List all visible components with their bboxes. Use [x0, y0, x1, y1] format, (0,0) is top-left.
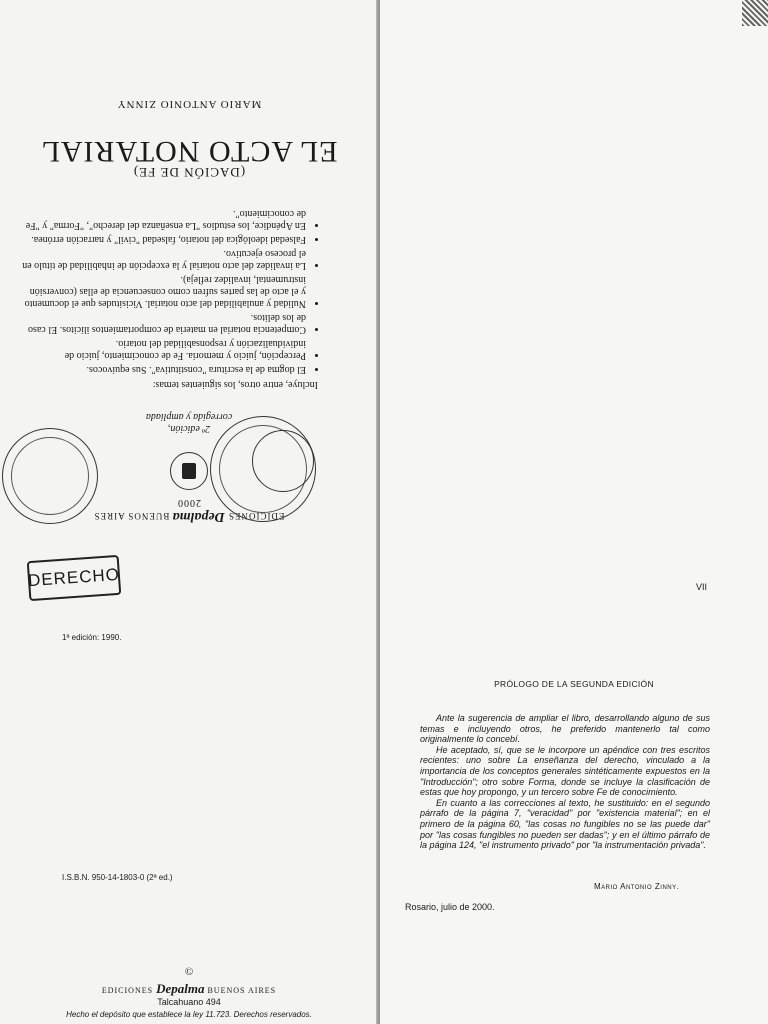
book-title: EL ACTO NOTARIAL [40, 135, 338, 168]
prologue-title: PRÓLOGO DE LA SEGUNDA EDICIÓN [494, 679, 654, 689]
list-item: • Percepción, juicio y memoria. Fe de conocimiento, juicio de individualización y responsabilidad del notario. [18, 337, 306, 361]
topics-block [18, 205, 318, 390]
book-subtitle: (DACIÓN DE FE) [132, 165, 246, 180]
edition-line-2: corregida y ampliada [145, 411, 233, 422]
right-page [380, 0, 768, 1024]
paragraph: Ante la sugerencia de ampliar el libro, desarrollando alguno de sus temas e incluyendo otros, he preferido mantenerlo tal como originalmente lo concebí. [420, 713, 710, 745]
back-cover-year: 2000 [177, 497, 201, 508]
publisher-city: BUENOS AIRES [93, 511, 170, 521]
publisher-prefix: EDICIONES [101, 986, 154, 995]
imprint-publisher [0, 981, 378, 997]
derecho-stamp: DERECHO [27, 555, 122, 601]
scan-artifact-icon [742, 0, 768, 26]
book-author: MARIO ANTONIO ZINNY [116, 98, 262, 110]
legal-notice: Hecho el depósito que establece la ley 11.723. Derechos reservados. [66, 1010, 312, 1019]
list-item: • La invalidez del acto notarial y la excepción de inhabilidad de título en el proceso ejecutivo. [18, 247, 306, 271]
university-stamp-icon [2, 428, 98, 524]
left-page [0, 0, 378, 1024]
list-item: • Competencia notarial en materia de comportamientos ilícitos. El caso de los delitos. [18, 311, 306, 335]
list-item: • El dogma de la escritura "constitutiva". Sus equívocos. [18, 363, 306, 375]
list-item: • En Apéndice, los estudios "La enseñanza del derecho", "Forma" y "Fe de conocimiento". [18, 207, 306, 231]
author-signature: Mario Antonio Zinny. [594, 882, 680, 891]
publisher-logo: Depalma [172, 509, 225, 524]
first-edition-note: 1ª edición: 1990. [62, 633, 122, 642]
topics-list [18, 207, 318, 375]
copyright-symbol: © [184, 966, 194, 978]
isbn-line: I.S.B.N. 950-14-1803-0 (2ª ed.) [62, 873, 173, 882]
topics-intro: Incluye, entre otros, los siguientes temas: [152, 379, 318, 390]
place-date: Rosario, julio de 2000. [405, 902, 495, 912]
publisher-logo: Depalma [156, 981, 205, 996]
prologue-body [420, 713, 710, 851]
page-number: VII [696, 582, 708, 592]
paragraph: En cuanto a las correcciones al texto, he sustituido: en el segundo párrafo de la página 7, "veracidad" por "existencia material"; en el primero de la página 60, "las cosas no fungibles no se las puede dar" por "las cosas fungibles no pueden ser dadas"; y en el último párrafo de la página 124, "el instrumento privado" por "la instrumentación privada". [420, 797, 710, 851]
edition-line-1: 2ª edición, [167, 423, 211, 434]
publisher-address: Talcahuano 494 [157, 997, 221, 1007]
inner-stamp-icon [252, 430, 314, 492]
list-item: • Nulidad y anulabilidad del acto notarial. Vicisitudes que el documento y el acto de las partes sufren como consecuencia de ellas (conversión instrumental, invalidez refleja). [18, 273, 306, 309]
publisher-seal-icon [170, 452, 208, 490]
list-item: • Falsedad ideológica del notario, falsedad "civil" y narración errónea. [18, 233, 306, 245]
publisher-prefix: EDICIONES [227, 511, 285, 521]
publisher-city: BUENOS AIRES [207, 986, 277, 995]
paragraph: He aceptado, sí, que se le incorpore un apéndice con tres escritos recientes: uno sobre La enseñanza del derecho, vinculado a la importancia de los conceptos generales sintéticamente expuestos en la "Introducción"; otro sobre Forma, donde se incluye la clasificación de estas que hoy propongo, y un tercero sobre Fe de conocimiento. [420, 744, 710, 798]
